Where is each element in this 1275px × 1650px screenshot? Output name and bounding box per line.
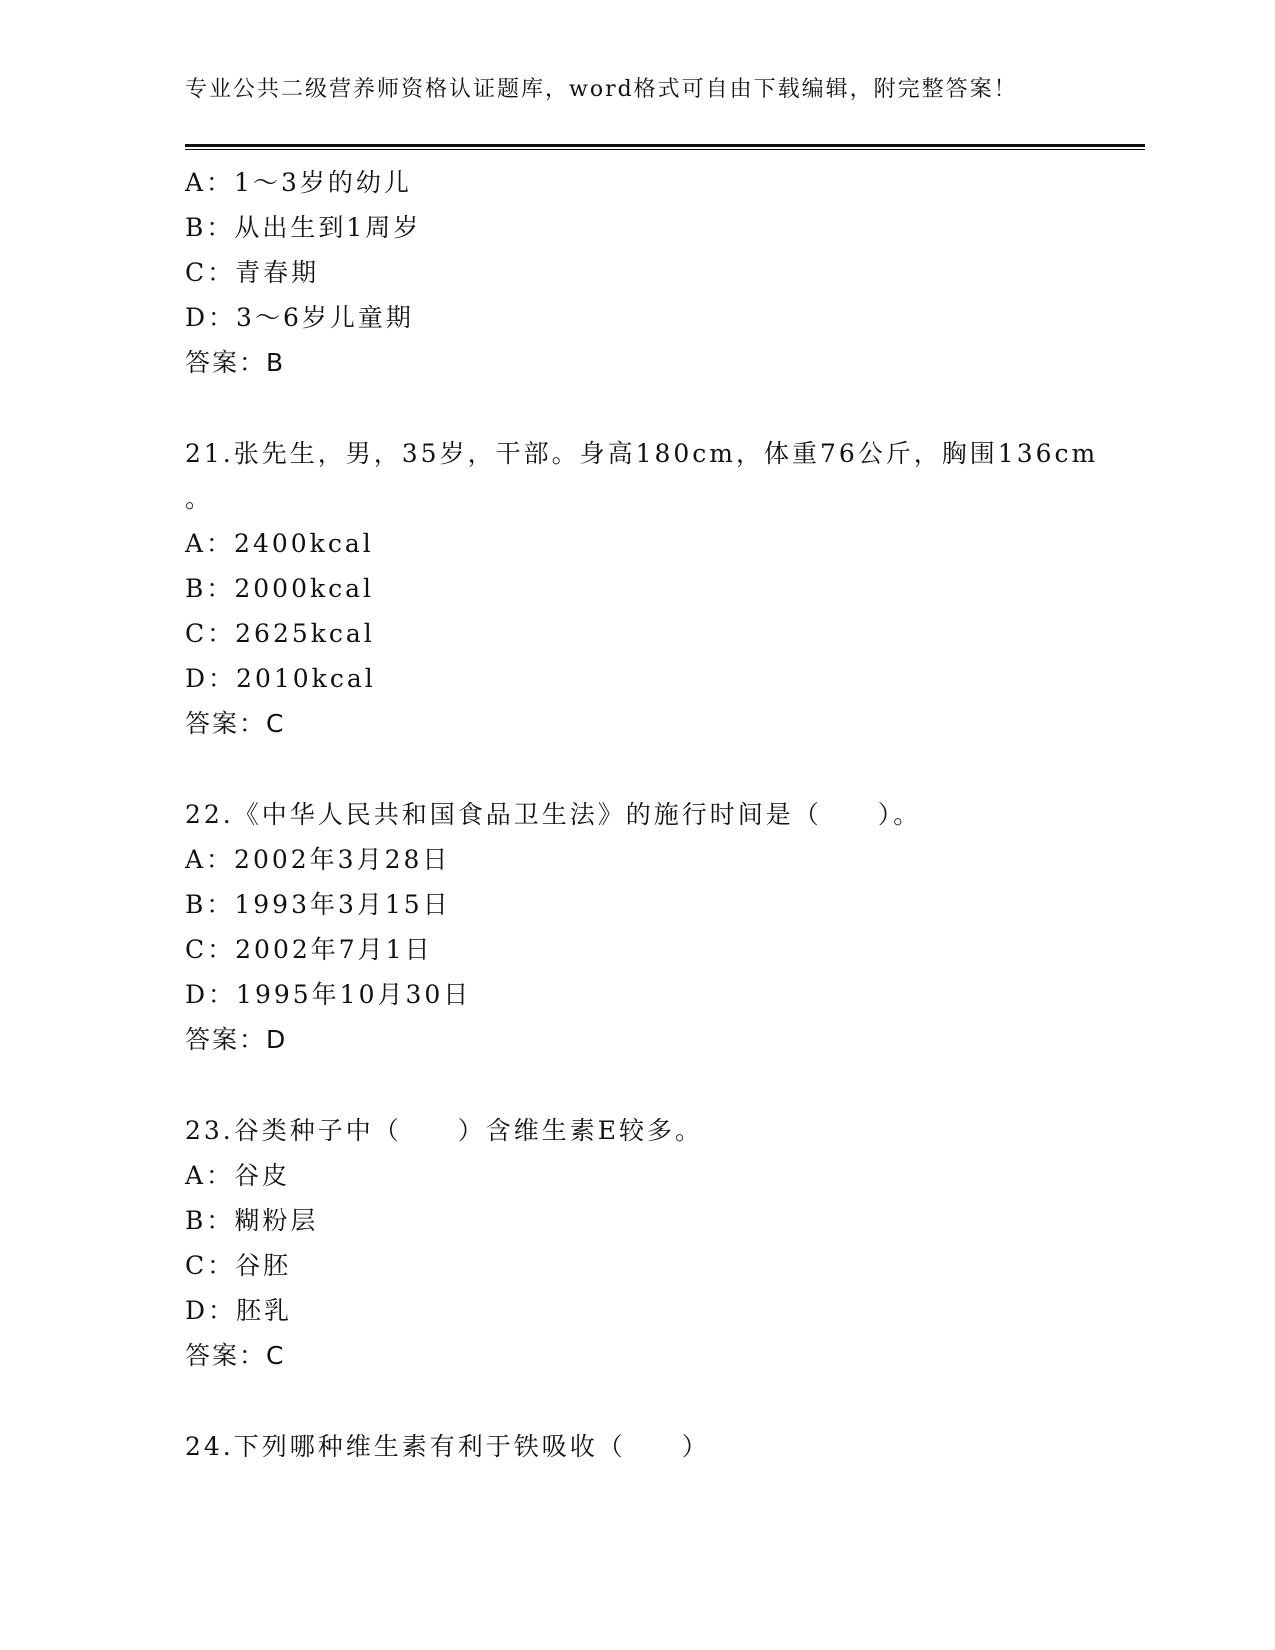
answer: 答案：D [185, 1025, 288, 1054]
spacer [185, 746, 1125, 792]
question-stem-continuation: 。 [185, 484, 211, 513]
question-20-continued [185, 160, 1125, 385]
header-rule-thick [185, 144, 1145, 147]
option-a: A：1～3岁的幼儿 [185, 168, 412, 197]
option-d: D：1995年10月30日 [185, 980, 472, 1009]
option-b: B：糊粉层 [185, 1206, 319, 1235]
option-c: C：谷胚 [185, 1251, 292, 1280]
answer: 答案：C [185, 709, 286, 738]
question-stem: 24.下列哪种维生素有利于铁吸收（ ） [185, 1432, 710, 1461]
option-c: C：2002年7月1日 [185, 935, 433, 964]
option-b: B：从出生到1周岁 [185, 213, 422, 242]
spacer [185, 385, 1125, 431]
question-24 [185, 1424, 1125, 1469]
question-stem: 23.谷类种子中（ ）含维生素E较多。 [185, 1116, 704, 1145]
option-c: C：2625kcal [185, 619, 375, 648]
option-a: A：谷皮 [185, 1161, 291, 1190]
spacer [185, 1378, 1125, 1424]
question-stem: 21.张先生，男，35岁，干部。身高180cm，体重76公斤，胸围136cm [185, 439, 1099, 468]
option-c: C：青春期 [185, 258, 320, 287]
spacer [185, 1062, 1125, 1108]
option-b: B：1993年3月15日 [185, 890, 451, 919]
answer: 答案：C [185, 1341, 286, 1370]
question-22 [185, 792, 1125, 1062]
answer: 答案：B [185, 348, 286, 377]
page-header: 专业公共二级营养师资格认证题库，word格式可自由下载编辑，附完整答案！ [185, 77, 1018, 102]
option-d: D：3～6岁儿童期 [185, 303, 414, 332]
question-23 [185, 1108, 1125, 1378]
option-a: A：2400kcal [185, 529, 374, 558]
question-content [185, 160, 1125, 1469]
question-stem: 22.《中华人民共和国食品卫生法》的施行时间是（ ）。 [185, 800, 922, 829]
question-21 [185, 431, 1125, 746]
header-rule-thin [185, 149, 1145, 150]
option-a: A：2002年3月28日 [185, 845, 451, 874]
option-d: D：胚乳 [185, 1296, 293, 1325]
option-d: D：2010kcal [185, 664, 376, 693]
option-b: B：2000kcal [185, 574, 375, 603]
